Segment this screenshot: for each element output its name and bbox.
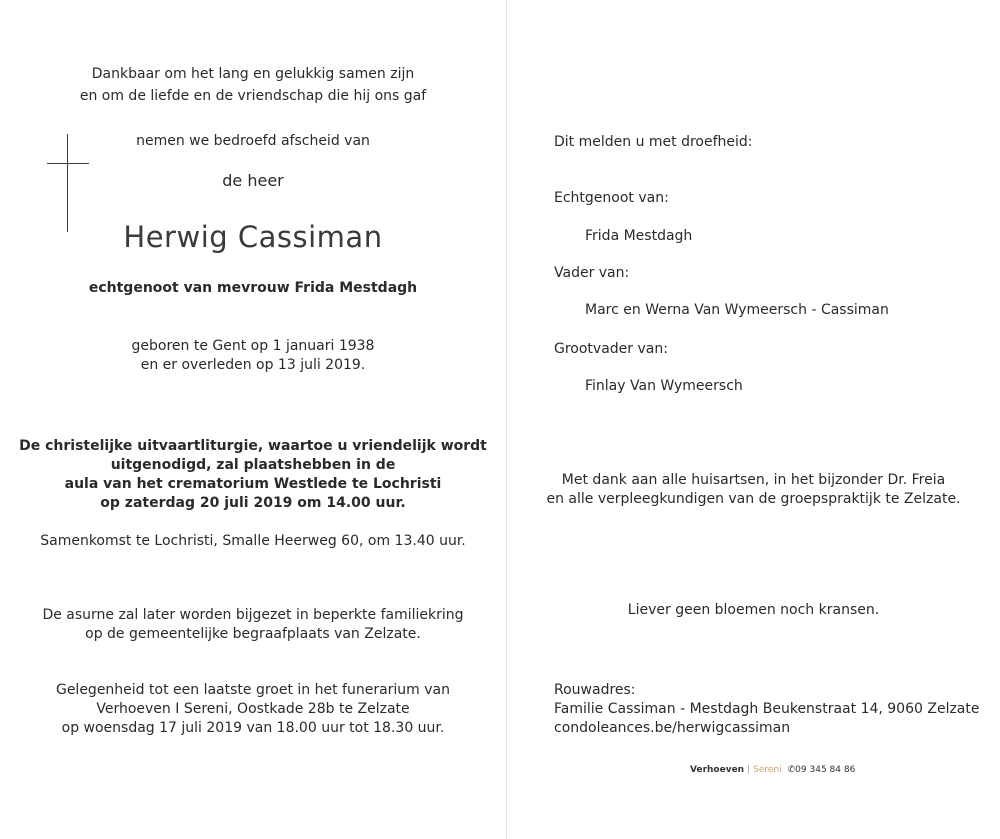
spouse-name: Frida Mestdagh: [585, 228, 693, 244]
address-label: Rouwadres:: [554, 682, 636, 698]
service-line-3: aula van het crematorium Westlede te Lochristi: [64, 476, 442, 492]
gathering-text: Samenkomst te Lochristi, Smalle Heerweg 60, om 13.40 uur.: [40, 533, 466, 549]
brand-separator: |: [747, 765, 751, 775]
grandchildren-names: Finlay Van Wymeersch: [585, 378, 743, 394]
intro-line-1: Dankbaar om het lang en gelukkig samen zijn: [91, 66, 415, 82]
cross-icon-bar: [47, 163, 89, 164]
no-flowers-text: Liever geen bloemen noch kransen.: [627, 602, 880, 618]
deceased-name: Herwig Cassiman: [123, 220, 383, 254]
thanks-line-2: en alle verpleegkundigen van de groepspraktijk te Zelzate.: [546, 491, 961, 507]
spouse-label: Echtgenoot van:: [554, 190, 669, 206]
right-page: [507, 0, 1000, 839]
service-line-1: De christelijke uitvaartliturgie, waartoe u vriendelijk wordt: [19, 438, 487, 454]
urn-line-2: op de gemeentelijke begraafplaats van Zelzate.: [85, 626, 421, 642]
grandfather-label: Grootvader van:: [554, 341, 668, 357]
phone-number: ✆09 345 84 86: [787, 765, 856, 775]
children-names: Marc en Werna Van Wymeersch - Cassiman: [585, 302, 889, 318]
father-label: Vader van:: [554, 265, 630, 281]
spouse-line: echtgenoot van mevrouw Frida Mestdagh: [88, 280, 418, 296]
visit-line-3: op woensdag 17 juli 2019 van 18.00 uur tot 18.30 uur.: [61, 720, 445, 736]
address-text: Familie Cassiman - Mestdagh Beukenstraat 14, 9060 Zelzate: [554, 701, 980, 717]
visit-line-2: Verhoeven I Sereni, Oostkade 28b te Zelzate: [96, 701, 410, 717]
funeral-home-footer: [690, 765, 855, 775]
urn-line-1: De asurne zal later worden bijgezet in beperkte familiekring: [42, 607, 464, 623]
salutation: de heer: [222, 171, 284, 190]
visit-line-1: Gelegenheid tot een laatste groet in het funerarium van: [55, 682, 451, 698]
farewell-text: nemen we bedroefd afscheid van: [136, 133, 370, 149]
condolences-link[interactable]: condoleances.be/herwigcassiman: [554, 720, 791, 736]
birth-line: geboren te Gent op 1 januari 1938: [131, 338, 375, 354]
service-line-2: uitgenodigd, zal plaatshebben in de: [110, 457, 396, 473]
thanks-line-1: Met dank aan alle huisartsen, in het bijzonder Dr. Freia: [561, 472, 946, 488]
service-line-4: op zaterdag 20 juli 2019 om 14.00 uur.: [100, 495, 406, 511]
brand-sub: Sereni: [753, 765, 782, 775]
death-line: en er overleden op 13 juli 2019.: [140, 357, 366, 373]
announce-text: Dit melden u met droefheid:: [554, 134, 753, 150]
brand-main: Verhoeven: [690, 765, 745, 775]
intro-line-2: en om de liefde en de vriendschap die hij ons gaf: [79, 88, 427, 104]
